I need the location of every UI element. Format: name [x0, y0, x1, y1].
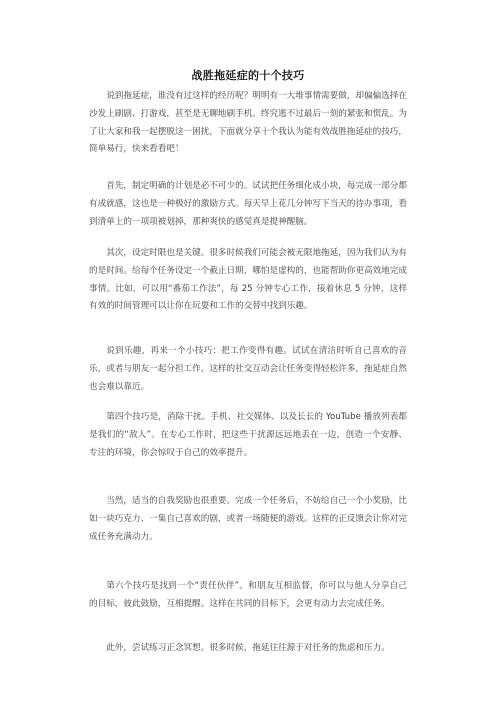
- paragraph-plan: 首先，制定明确的计划是必不可少的。试试把任务细化成小块，每完成一部分都有成就感，这也是一种极好的激励方式。每天早上花几分钟写下当天的待办事项，看到清单上的一项项被划掉，那种爽快的感觉真是提神醒脑。: [89, 181, 407, 227]
- paragraph-intro: 说到拖延症，谁没有过这样的经历呢？明明有一大堆事情需要做，却偏偏选择在沙发上刷剧、打游戏，甚至是无聊地刷手机。终究逃不过最后一刻的紧张和慌乱。为了让大家和我一起摆脱这一困扰，下面就分享十个我认为能有效战胜拖延症的技巧，简单易行，快来看看吧！: [89, 91, 407, 155]
- document-title: 战胜拖延症的十个技巧: [191, 69, 305, 82]
- paragraph-accountability: 第六个技巧是找到一个“责任伙伴”。和朋友互相监督，你可以与他人分享自己的目标，彼此鼓励，互相提醒。这样在共同的目标下，会更有动力去完成任务。: [89, 581, 407, 609]
- paragraph-reward: 当然，适当的自我奖励也很重要。完成一个任务后，不妨给自己一个小奖励，比如一块巧克力、一集自己喜欢的剧，或者一场随便的游戏。这样的正反馈会让你对完成任务充满动力。: [89, 496, 407, 542]
- paragraph-distractions: 第四个技巧是，消除干扰。手机、社交媒体、以及长长的 YouTube 播放列表都是我们的“敌人”。在专心工作时，把这些干扰源远远地丢在一边，创造一个安静、专注的环境，你会惊叹于自己的效率提升。: [89, 412, 407, 458]
- paragraph-deadline: 其次，设定时限也是关键。很多时候我们可能会被无限地拖延，因为我们认为有的是时间。给每个任务设定一个截止日期，哪怕是虚构的，也能帮助你更高效地完成事情。比如，可以用“番茄工作法”，每 25 分钟专心工作，接着休息 5 分钟，这样有效的时间管理可以让你在玩耍和工作的交替中找到乐趣。: [89, 248, 407, 312]
- paragraph-meditation: 此外，尝试练习正念冥想。很多时候，拖延往往源于对任务的焦虑和压力。: [106, 643, 390, 653]
- paragraph-fun: 说到乐趣，再来一个小技巧：把工作变得有趣。试试在清洁时听自己喜欢的音乐，或者与朋友一起分担工作，这样的社交互动会让任务变得轻松许多，拖延症自然也会难以靠近。: [89, 346, 407, 392]
